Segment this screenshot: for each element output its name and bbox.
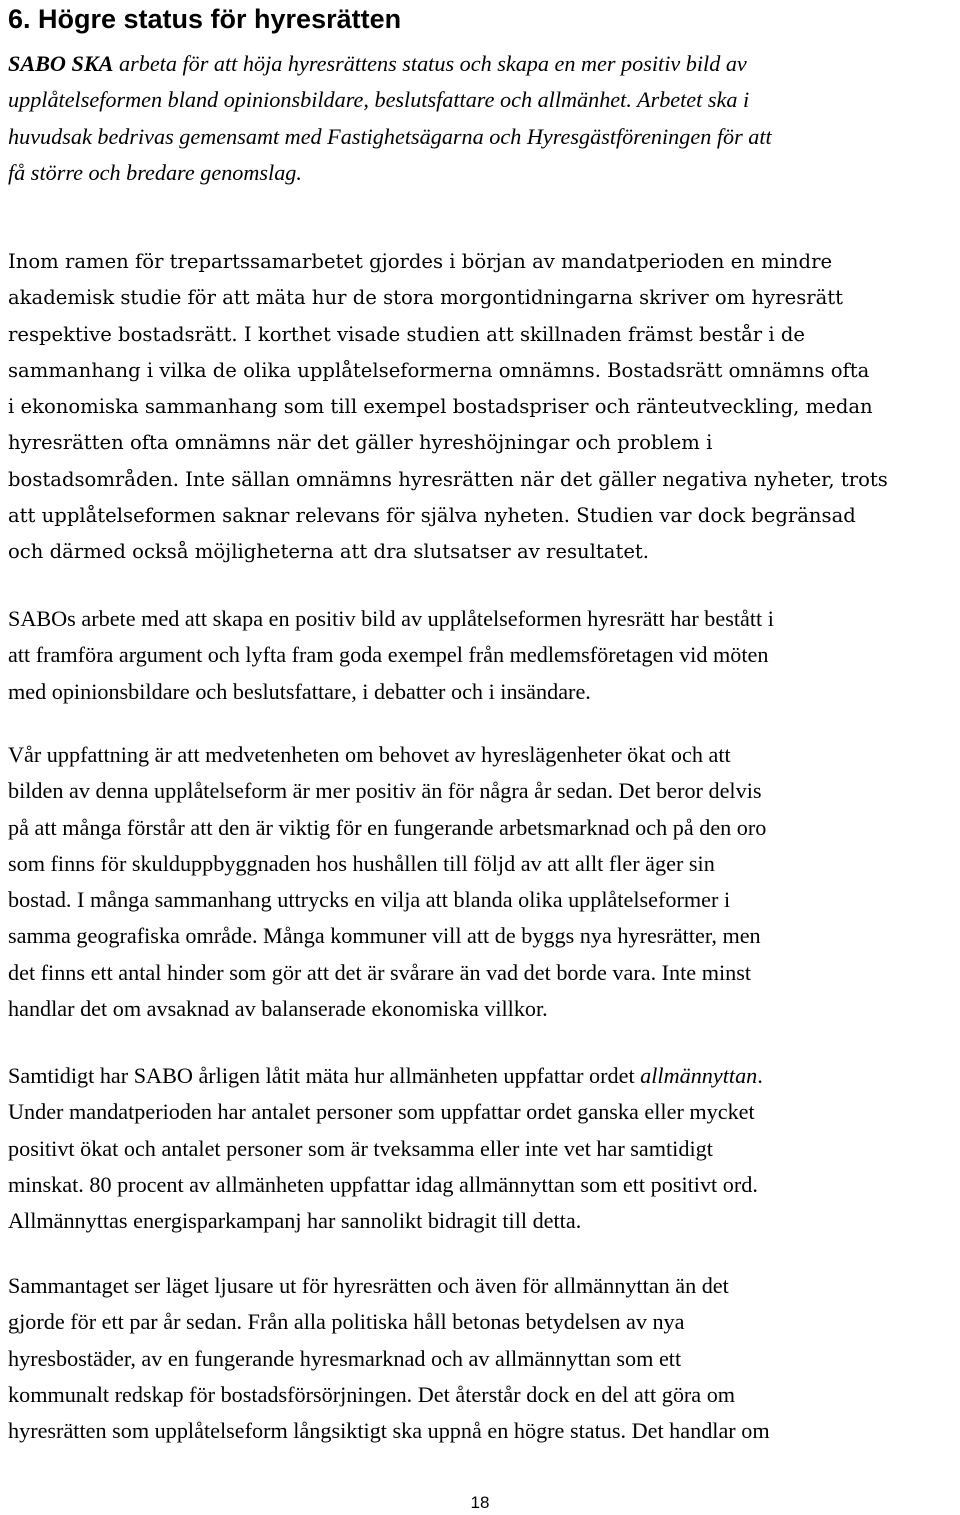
paragraph-line: och därmed också möjligheterna att dra slutsatser av resultatet. <box>8 540 650 564</box>
paragraph-line: kommunalt redskap för bostadsförsörjningen. Det återstår dock en del att göra om <box>8 1381 736 1407</box>
paragraph-line: minskat. 80 procent av allmänheten uppfattar idag allmännyttan som ett positivt ord. <box>8 1171 758 1197</box>
document-page <box>8 0 952 1444</box>
paragraph-line: hyresrätten som upplåtelseform långsiktigt ska uppnå en högre status. Det handlar om <box>8 1418 770 1444</box>
paragraph-line: som finns för skulduppbyggnaden hos hushållen till följd av att allt fler äger sin <box>8 850 715 876</box>
paragraph-line: hyresrätten ofta omnämns när det gäller hyreshöjningar och problem i <box>8 431 713 455</box>
paragraph-line: bostadsområden. Inte sällan omnämns hyresrätten när det gäller negativa nyheter, trots <box>8 467 888 491</box>
paragraph-line: att upplåtelseformen saknar relevans för själva nyheten. Studien var dock begränsad <box>8 504 856 528</box>
paragraph-line: Allmännyttas energisparkampanj har sannolikt bidragit till detta. <box>8 1208 582 1234</box>
paragraph-line: respektive bostadsrätt. I korthet visade studien att skillnaden främst består i de <box>8 322 805 346</box>
paragraph-line: huvudsak bedrivas gemensamt med Fastighetsägarna och Hyresgästföreningen för att <box>8 123 772 149</box>
paragraph-line: samma geografiska område. Många kommuner vill att de byggs nya hyresrätter, men <box>8 923 761 949</box>
paragraph-line: Under mandatperioden har antalet personer som uppfattar ordet ganska eller mycket <box>8 1099 755 1125</box>
intro-text: arbeta för att höja hyresrättens status och skapa en mer positiv bild av <box>113 51 747 76</box>
paragraph-line: i ekonomiska sammanhang som till exempel bostadspriser och ränteutveckling, medan <box>8 395 873 419</box>
paragraph-line: hyresbostäder, av en fungerande hyresmarknad och av allmännyttan som ett <box>8 1345 682 1371</box>
section-heading: 6. Högre status för hyresrätten <box>8 4 402 34</box>
paragraph-line: sammanhang i vilka de olika upplåtelseformerna omnämns. Bostadsrätt omnämns ofta <box>8 358 870 382</box>
paragraph-line: Inom ramen för trepartssamarbetet gjordes i början av mandatperioden en mindre <box>8 250 833 273</box>
paragraph-line: att framföra argument och lyfta fram goda exempel från medlemsföretagen vid möten <box>8 642 769 668</box>
paragraph-line <box>8 46 952 82</box>
paragraph-line: bilden av denna upplåtelseform är mer positiv än för några år sedan. Det beror delvis <box>8 778 762 804</box>
paragraph-awareness <box>8 737 952 1027</box>
paragraph-line: upplåtelseformen bland opinionsbildare, beslutsfattare och allmänhet. Arbetet ska i <box>8 87 750 113</box>
intro-lead: SABO SKA <box>8 51 114 76</box>
paragraph-sabo-work <box>8 601 952 710</box>
emphasis-allmannyttan: allmännyttan <box>640 1063 758 1088</box>
paragraph-line <box>8 1058 952 1094</box>
paragraph-line: SABOs arbete med att skapa en positiv bild av upplåtelseformen hyresrätt har bestått i <box>8 606 774 631</box>
paragraph-line: bostad. I många sammanhang uttrycks en vilja att blanda olika upplåtelseformer i <box>8 887 731 913</box>
survey-text-before: Samtidigt har SABO årligen låtit mäta hur allmänheten uppfattar ordet <box>8 1063 641 1088</box>
paragraph-line: med opinionsbildare och beslutsfattare, i debatter och i insändare. <box>8 678 591 704</box>
intro-paragraph <box>8 46 952 191</box>
paragraph-line: Sammantaget ser läget ljusare ut för hyresrätten och även för allmännyttan än det <box>8 1273 729 1298</box>
paragraph-summary <box>8 1268 952 1449</box>
paragraph-line: positivt ökat och antalet personer som är tveksamma eller inte vet har samtidigt <box>8 1135 713 1161</box>
survey-text-after: . <box>757 1063 763 1088</box>
paragraph-line: Vår uppfattning är att medvetenheten om behovet av hyreslägenheter ökat och att <box>8 742 731 767</box>
page-number: 18 <box>470 1493 490 1512</box>
paragraph-survey <box>8 1058 952 1239</box>
paragraph-line: på att många förstår att den är viktig för en fungerande arbetsmarknad och på den oro <box>8 814 767 840</box>
paragraph-line: gjorde för ett par år sedan. Från alla politiska håll betonas betydelsen av nya <box>8 1309 685 1335</box>
paragraph-line: akademisk studie för att mäta hur de stora morgontidningarna skriver om hyresrätt <box>8 286 844 310</box>
paragraph-line: handlar det om avsaknad av balanserade ekonomiska villkor. <box>8 996 548 1022</box>
paragraph-study <box>8 244 952 571</box>
paragraph-line: få större och bredare genomslag. <box>8 159 302 185</box>
paragraph-line: det finns ett antal hinder som gör att det är svårare än vad det borde vara. Inte minst <box>8 959 752 985</box>
